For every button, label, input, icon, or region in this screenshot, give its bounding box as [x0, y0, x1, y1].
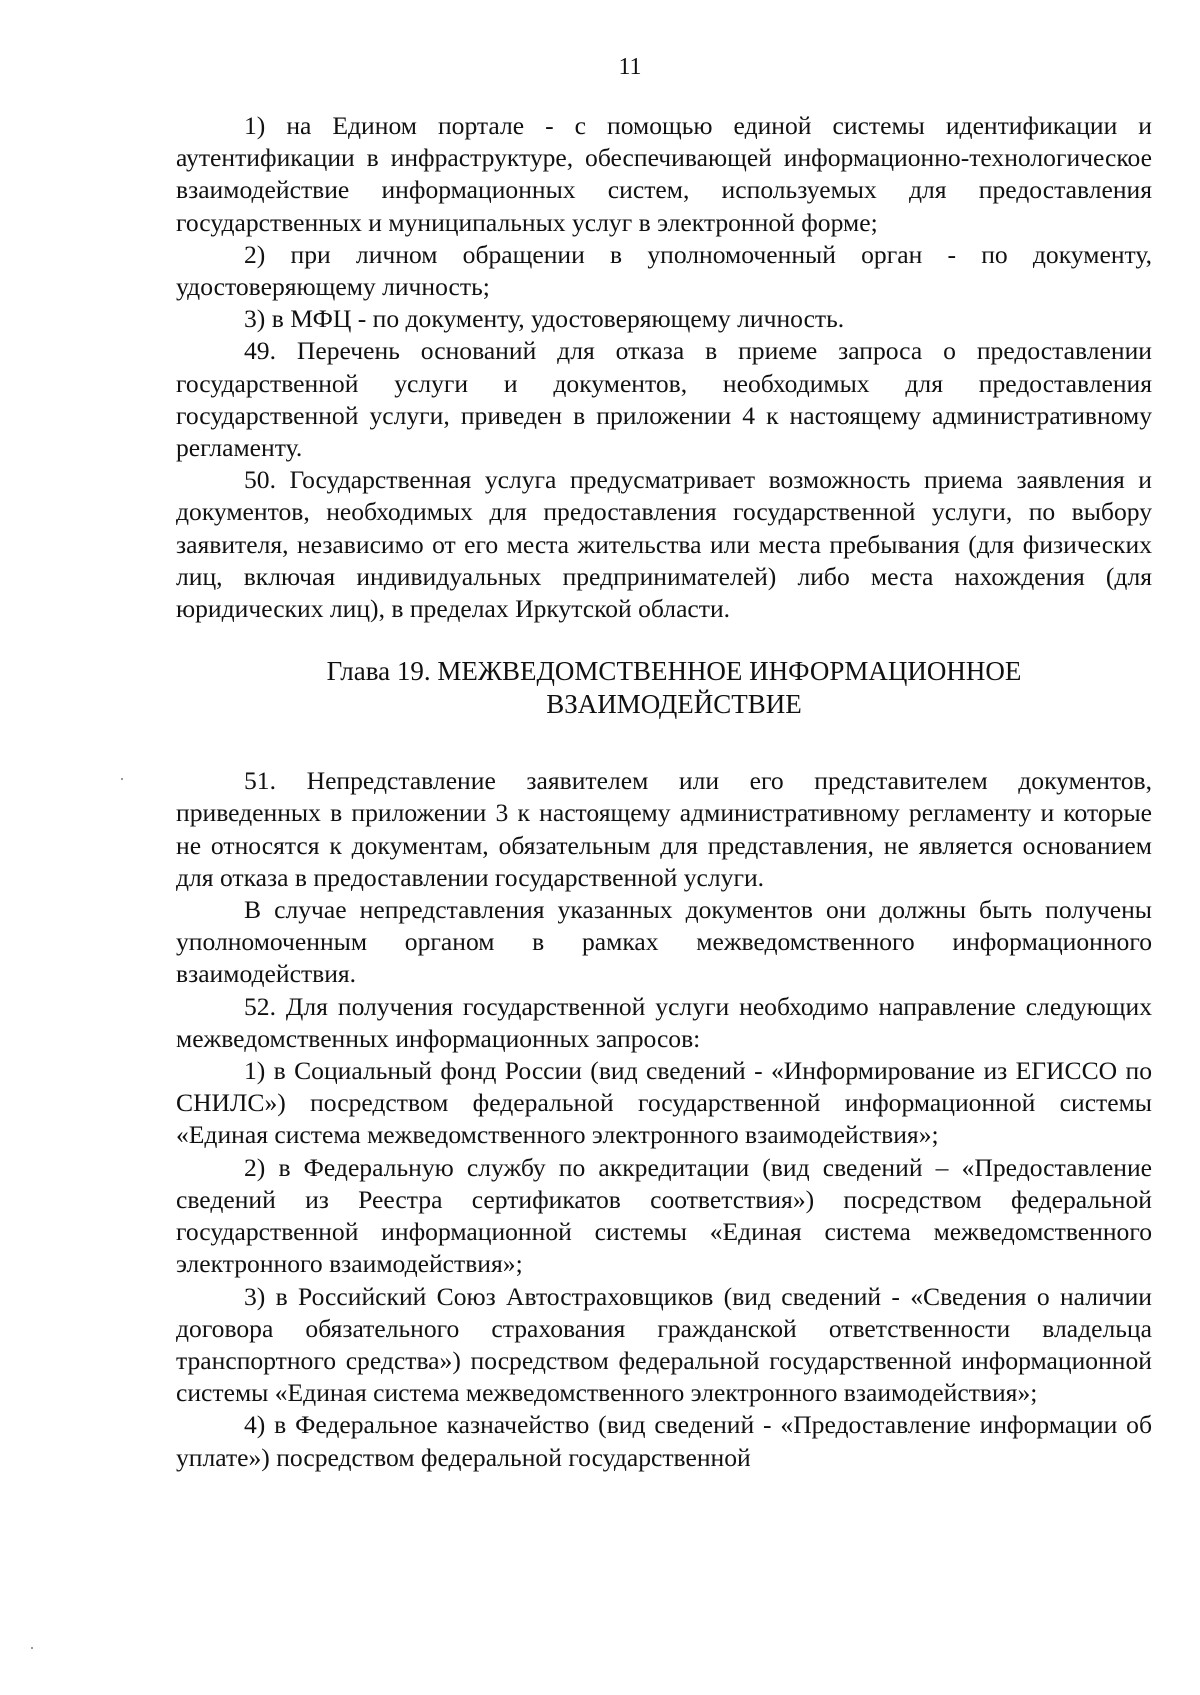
- page-number: 11: [618, 54, 642, 80]
- chapter-heading: [176, 655, 1152, 721]
- paragraph-52-item-1: 1) в Социальный фонд России (вид сведений - «Информирование из ЕГИССО по СНИЛС») посредством федеральной государственной информационной системы «Единая система межведомственного электронного взаимодействия»;: [176, 1056, 1152, 1150]
- scan-speck: [121, 778, 123, 780]
- paragraph-item-1-portal: 1) на Едином портале - с помощью единой системы идентификации и аутентификации в инфраструктуре, обеспечивающей информационно-технологическое взаимодействие информационных систем, используемых для предоставления государственных и муниципальных услуг в электронной форме;: [176, 111, 1152, 237]
- paragraph-item-2-personal-visit: 2) при личном обращении в уполномоченный орган - по документу, удостоверяющему личность;: [176, 239, 1152, 302]
- document-body: [176, 110, 1152, 1474]
- chapter-heading-line-1: Глава 19. МЕЖВЕДОМСТВЕННОЕ ИНФОРМАЦИОННОЕ: [326, 656, 1022, 687]
- paragraph-52-item-3: 3) в Российский Союз Автостраховщиков (вид сведений - «Сведения о наличии договора обязательного страхования гражданской ответственности владельца транспортного средства») посредством федеральной государственной информационной системы «Единая система межведомственного электронного взаимодействия»;: [176, 1281, 1152, 1408]
- paragraph-51-continuation: В случае непредставления указанных документов они должны быть получены уполномоченным органом в рамках межведомственного информационного взаимодействия.: [176, 895, 1152, 989]
- paragraph-49: 49. Перечень оснований для отказа в приеме запроса о предоставлении государственной услуги и документов, необходимых для предоставления государственной услуги, приведен в приложении 4 к настоящему административному регламенту.: [176, 336, 1152, 463]
- paragraph-52: 52. Для получения государственной услуги необходимо направление следующих межведомственных информационных запросов:: [176, 991, 1152, 1053]
- paragraph-51: 51. Непредставление заявителем или его представителем документов, приведенных в приложении 3 к настоящему административному регламенту и которые не относятся к документам, обязательным для представления, не является основанием для отказа в предоставлении государственной услуги.: [176, 766, 1152, 892]
- paragraph-item-3-mfc: 3) в МФЦ - по документу, удостоверяющему личность.: [244, 304, 845, 334]
- scan-speck: [31, 1647, 33, 1649]
- paragraph-52-item-2: 2) в Федеральную службу по аккредитации (вид сведений – «Предоставление сведений из Реестра сертификатов соответствия») посредством федеральной государственной информационной системы «Единая система межведомственного электронного взаимодействия»;: [176, 1152, 1152, 1279]
- paragraph-50: 50. Государственная услуга предусматривает возможность приема заявления и документов, необходимых для предоставления государственной услуги, по выбору заявителя, независимо от его места жительства или места пребывания (для физических лиц, включая индивидуальных предпринимателей) либо места нахождения (для юридических лиц), в пределах Иркутской области.: [176, 465, 1152, 624]
- paragraph-52-item-4: 4) в Федеральное казначейство (вид сведений - «Предоставление информации об уплате») посредством федеральной государственной: [176, 1410, 1152, 1472]
- chapter-heading-line-2: ВЗАИМОДЕЙСТВИЕ: [546, 689, 802, 720]
